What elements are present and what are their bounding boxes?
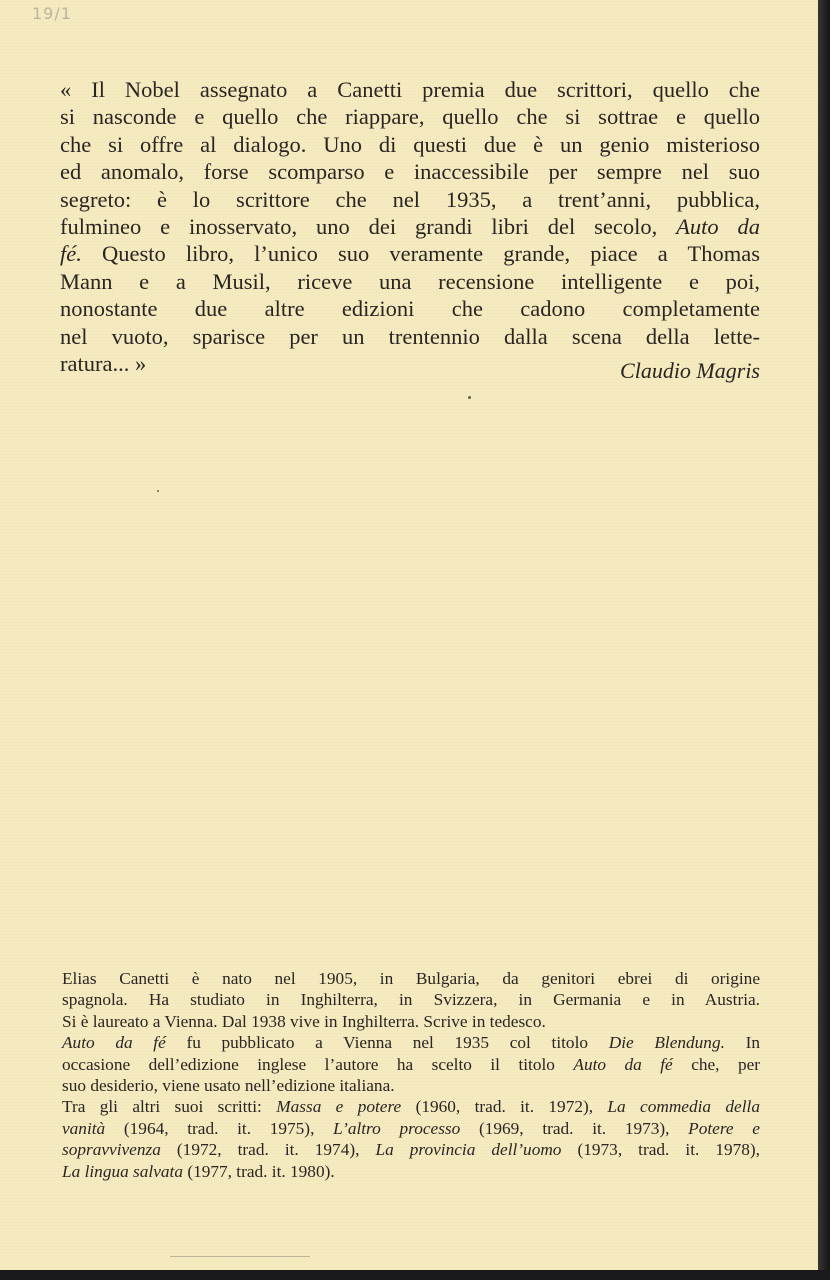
- bio-text: (1973, trad. it. 1978),: [577, 1140, 760, 1160]
- quote-text: Questo libro, l’unico suo veramente grande, piace a Thomas: [102, 241, 760, 267]
- book-title: La lingua salvata: [62, 1161, 183, 1181]
- quote-line: ed anomalo, forse scomparso e inaccessibile per sempre nel suo: [60, 159, 760, 185]
- quote-line: nonostante due altre edizioni che cadono completamente: [60, 296, 760, 322]
- quote-line: « Il Nobel assegnato a Canetti premia due scrittori, quello che: [60, 77, 760, 102]
- quote-line: [60, 240, 760, 267]
- quote-book-title: Auto da: [676, 213, 761, 239]
- author-bio: [62, 968, 760, 1182]
- bio-line: Elias Canetti è nato nel 1905, in Bulgaria, da genitori ebrei di origine: [62, 969, 760, 988]
- quote-line: [60, 213, 760, 240]
- quote-line: si nasconde e quello che riappare, quello che si sottrae e quello: [60, 104, 760, 130]
- cover-bottom-edge: [0, 1270, 830, 1280]
- quote-line: Mann e a Musil, riceve una recensione intelligente e poi,: [60, 268, 760, 294]
- bio-text: (1977, trad. it. 1980).: [187, 1161, 335, 1181]
- book-title: La commedia della: [607, 1097, 760, 1117]
- quote-line: ratura... »: [60, 350, 147, 376]
- book-title: L’altro processo: [333, 1118, 461, 1138]
- bio-line: [62, 1139, 760, 1160]
- bio-text: fu pubblicato a Vienna nel 1935 col titolo: [186, 1033, 589, 1053]
- bio-line: [62, 1161, 760, 1182]
- paper-speck: [157, 490, 159, 492]
- quote-text: fulmineo e inosservato, uno dei grandi libri del secolo,: [60, 213, 658, 239]
- bio-text: Tra gli altri suoi scritti:: [62, 1097, 262, 1117]
- bio-line: suo desiderio, viene usato nell’edizione italiana.: [62, 1075, 395, 1095]
- paper-speck: [468, 396, 471, 399]
- bio-line: [62, 1054, 760, 1075]
- bio-text: occasione dell’edizione inglese l’autore ha scelto il titolo: [62, 1054, 555, 1074]
- bio-line: [62, 1118, 760, 1139]
- bio-text: (1960, trad. it. 1972),: [415, 1097, 594, 1117]
- quote-line: che si offre al dialogo. Uno di questi due è un genio misterioso: [60, 131, 760, 157]
- book-title: sopravvivenza: [62, 1140, 161, 1160]
- bio-line: Si è laureato a Vienna. Dal 1938 vive in Inghilterra. Scrive in tedesco.: [62, 1011, 546, 1031]
- cover-right-edge: [818, 0, 830, 1280]
- bio-text: (1964, trad. it. 1975),: [123, 1118, 315, 1138]
- book-title: Auto da fé: [62, 1033, 166, 1053]
- quote-author: Claudio Magris: [620, 358, 760, 383]
- bio-line: [62, 1096, 760, 1117]
- quote-block: [60, 76, 760, 377]
- book-title: Potere e: [688, 1118, 760, 1138]
- quote-book-title: fé.: [60, 241, 82, 267]
- bio-text: che, per: [691, 1054, 761, 1074]
- bio-line: spagnola. Ha studiato in Inghilterra, in Svizzera, in Germania e in Austria.: [62, 990, 760, 1010]
- book-title: La provincia dell’uomo: [375, 1140, 562, 1160]
- bio-text: (1969, trad. it. 1973),: [478, 1118, 670, 1138]
- book-title: Auto da fé: [573, 1054, 673, 1074]
- quote-line: segreto: è lo scrittore che nel 1935, a trent’anni, pubblica,: [60, 186, 760, 212]
- quote-line: nel vuoto, sparisce per un trentennio dalla scena della lette-: [60, 323, 760, 349]
- book-title: Massa e potere: [276, 1097, 402, 1117]
- bio-line: [62, 1032, 760, 1053]
- bio-text: (1972, trad. it. 1974),: [176, 1140, 360, 1160]
- pencil-mark: 19/1: [32, 4, 72, 23]
- bottom-smudge: [170, 1256, 310, 1263]
- book-title: vanità: [62, 1118, 106, 1138]
- bio-text: In: [745, 1033, 760, 1053]
- book-title: Die Blendung.: [608, 1033, 725, 1053]
